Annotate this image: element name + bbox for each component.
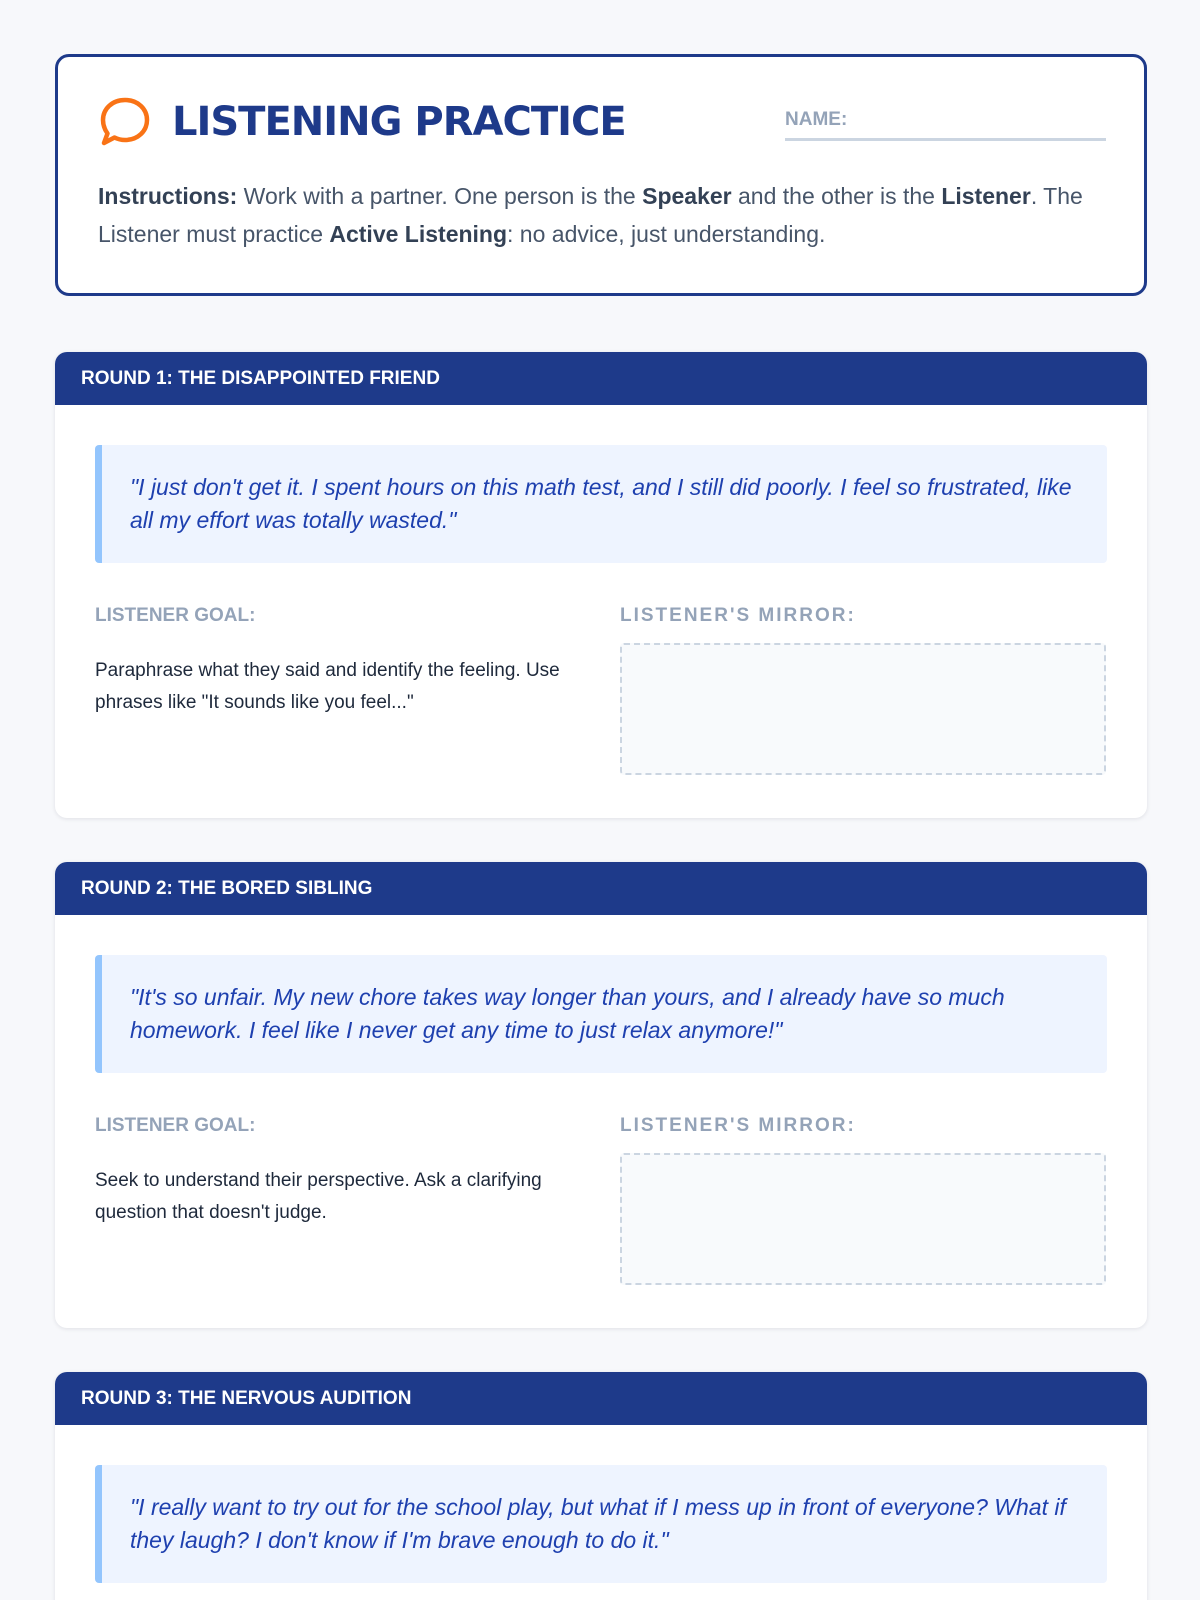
listener-mirror-label: LISTENER'S MIRROR: [620,1115,856,1136]
listener-goal-label: LISTENER GOAL: [95,1115,256,1136]
listener-term: Listener [941,183,1031,209]
listener-mirror-label: LISTENER'S MIRROR: [620,605,856,626]
page-title: LISTENING PRACTICE [172,99,626,145]
goal-area [95,1073,1107,1303]
worksheet-header [55,54,1147,296]
round-title: ROUND 3: THE NERVOUS AUDITION [55,1372,1147,1425]
instructions-text: . The Listener must practice [98,183,1083,247]
speaker-term: Speaker [642,183,732,209]
goal-area [95,563,1107,793]
chat-bubble-icon [98,95,152,149]
listener-goal-label: LISTENER GOAL: [95,605,256,626]
speaker-quote: "It's so unfair. My new chore takes way longer than yours, and I already have so much homework. I feel like I never get any time to just relax anymore!" [95,955,1107,1073]
instructions [98,177,1108,253]
listener-goal-text: Paraphrase what they said and identify the feeling. Use phrases like "It sounds like you feel..." [95,660,560,713]
listener-mirror-input[interactable] [620,643,1106,775]
speaker-quote: "I really want to try out for the school play, but what if I mess up in front of everyone? What if they laugh? I don't know if I'm brave enough to do it." [95,1465,1107,1583]
speaker-quote: "I just don't get it. I spent hours on this math test, and I still did poorly. I feel so frustrated, like all my effort was totally wasted." [95,445,1107,563]
round-title: ROUND 1: THE DISAPPOINTED FRIEND [55,352,1147,405]
instructions-label: Instructions: [98,183,238,209]
active-listening-term: Active Listening [329,221,508,247]
round-card-1 [55,352,1147,818]
round-title: ROUND 2: THE BORED SIBLING [55,862,1147,915]
round-card-2 [55,862,1147,1328]
instructions-text: : no advice, just understanding. [507,221,826,247]
listener-mirror-input[interactable] [620,1153,1106,1285]
instructions-text: Work with a partner. One person is the [237,183,643,209]
round-card-3 [55,1372,1147,1600]
name-label: NAME: [785,109,848,130]
instructions-text: and the other is the [731,183,942,209]
listener-goal-text: Seek to understand their perspective. Ask a clarifying question that doesn't judge. [95,1170,542,1223]
name-field[interactable] [785,107,1106,141]
